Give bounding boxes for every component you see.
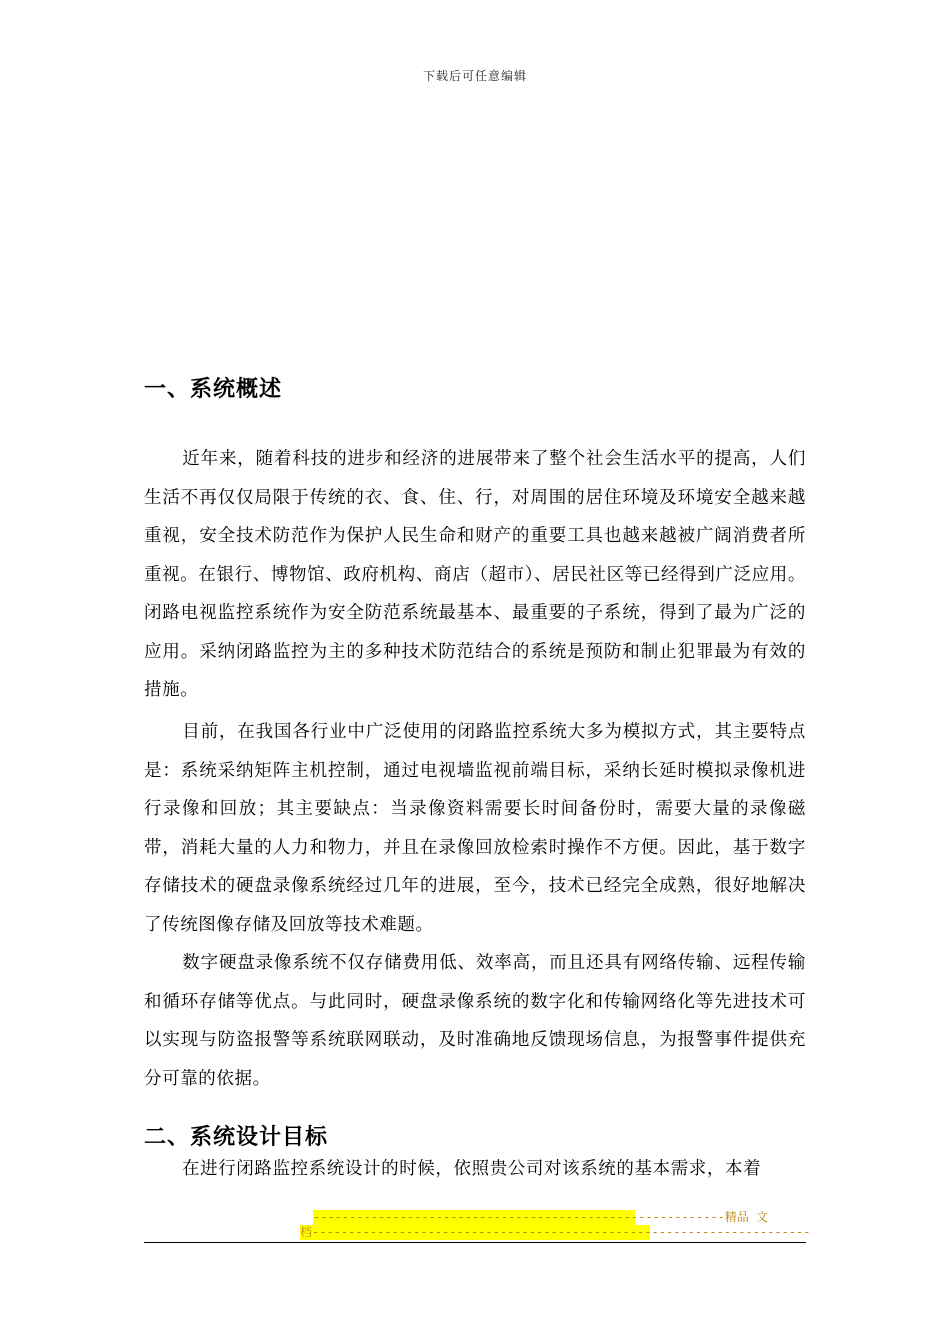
footer-watermark-line-1: ---------------------------------------------------------精品 文 xyxy=(313,1210,769,1224)
paragraph xyxy=(144,713,806,944)
footer-divider xyxy=(144,1242,806,1243)
footer-watermark-line-2: 档--------------------------------------------------------------------- xyxy=(300,1225,811,1239)
paragraph xyxy=(144,440,806,710)
section-heading-design-goals: 二、系统设计目标 xyxy=(144,1124,329,1150)
paragraph xyxy=(144,944,806,1098)
paragraph xyxy=(144,1150,806,1189)
header-note: 下载后可任意编辑 xyxy=(422,69,527,83)
section-heading-overview: 一、系统概述 xyxy=(144,376,283,402)
paragraph-text: 近年来，随着科技的进步和经济的进展带来了整个社会生活水平的提高，人们生活不再仅仅局限于传统的衣、食、住、行，对周围的居住环境及环境安全越来越重视，安全技术防范作为保护人民生命和财产的重要工具也越来越被广阔消费者所重视。在银行、博物馆、政府机构、商店（超市）、居民社区等已经得到广泛应用。闭路电视监控系统作为安全防范系统最基本、最重要的子系统，得到了最为广泛的应用。采纳闭路监控为主的多种技术防范结合的系统是预防和制止犯罪最为有效的措施。 xyxy=(144,449,806,700)
paragraph-text: 数字硬盘录像系统不仅存储费用低、效率高，而且还具有网络传输、远程传输和循环存储等优点。与此同时，硬盘录像系统的数字化和传输网络化等先进技术可以实现与防盗报警等系统联网联动，及时准确地反馈现场信息，为报警事件提供充分可靠的依据。 xyxy=(144,953,806,1089)
paragraph-text: 目前，在我国各行业中广泛使用的闭路监控系统大多为模拟方式，其主要特点是：系统采纳矩阵主机控制，通过电视墙监视前端目标，采纳长延时模拟录像机进行录像和回放；其主要缺点：当录像资料需要长时间备份时，需要大量的录像磁带，消耗大量的人力和物力，并且在录像回放检索时操作不方便。因此，基于数字存储技术的硬盘录像系统经过几年的进展，至今，技术已经完全成熟，很好地解决了传统图像存储及回放等技术难题。 xyxy=(144,722,806,935)
paragraph-text: 在进行闭路监控系统设计的时候，依照贵公司对该系统的基本需求，本着 xyxy=(182,1159,762,1179)
